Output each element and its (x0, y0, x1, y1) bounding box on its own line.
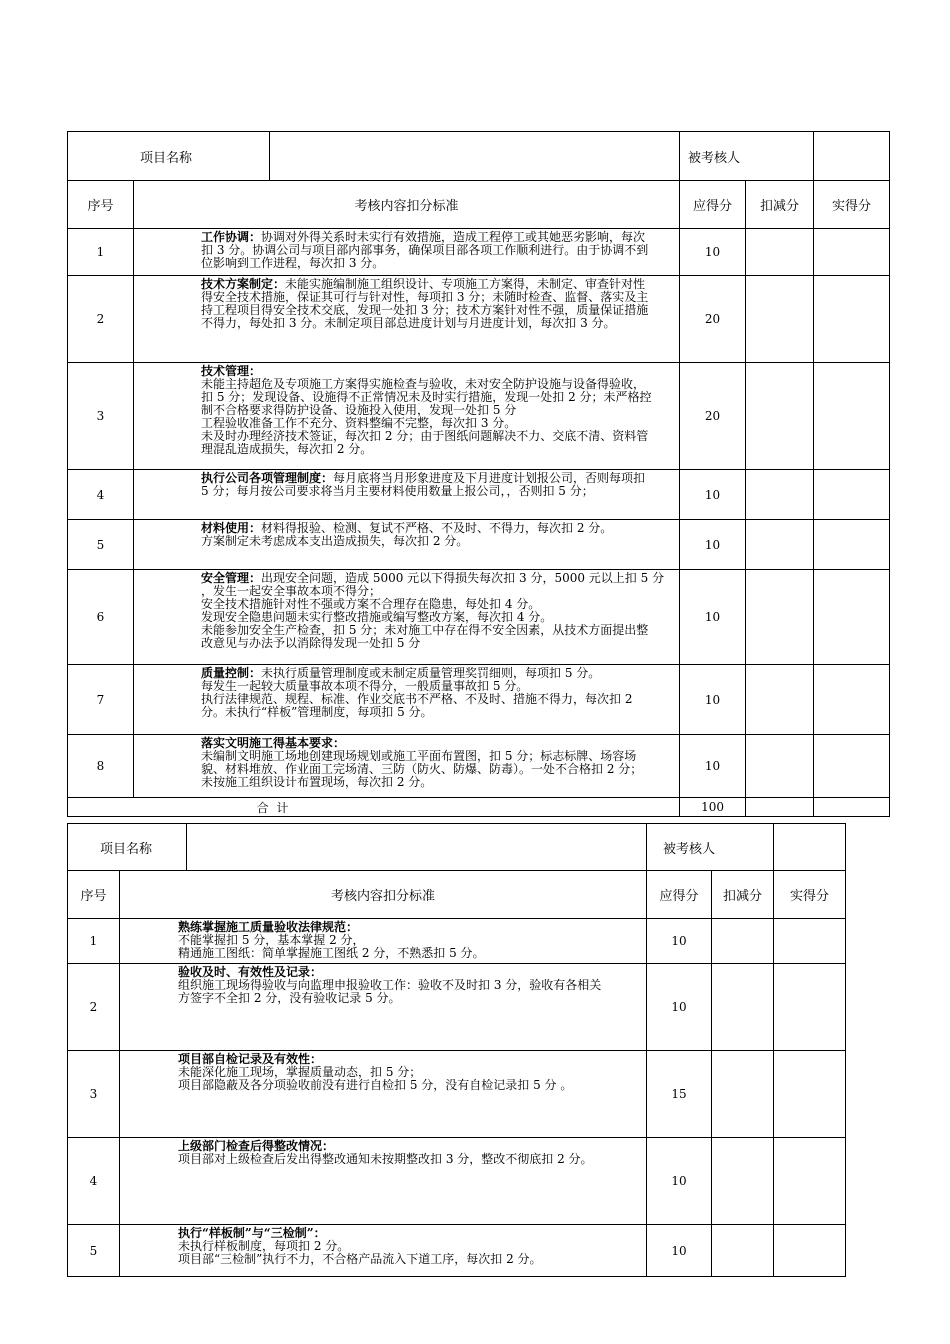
criteria-line: 未执行质量管理制度或未制定质量管理奖罚细则，每项扣 5 分。 (261, 666, 601, 680)
criteria-line: 持工程项目得安全技术交底，发现一处扣 3 分；技术方案针对性不强，质量保证措施 (201, 303, 649, 317)
deduction-cell[interactable] (746, 570, 814, 665)
criteria-title: 技术管理： (201, 364, 262, 378)
criteria-line: 项目部隐蔽及各分项验收前没有进行自检扣 5 分，没有自检记录扣 5 分 。 (178, 1078, 573, 1092)
row-number: 7 (68, 665, 134, 735)
row-criteria (134, 470, 680, 520)
criteria-title: 熟练掌握施工质量验收法律规范： (178, 920, 359, 934)
criteria-line: 未能实施编制施工组织设计、专项施工方案得，未制定、审查针对性 (285, 277, 646, 291)
row-number: 3 (68, 1051, 120, 1138)
row-number: 1 (68, 919, 120, 964)
row-number: 8 (68, 735, 134, 798)
due-score: 10 (647, 919, 712, 964)
due-score: 10 (680, 735, 746, 798)
total-deduction[interactable] (746, 798, 814, 817)
criteria-line: 协调对外得关系时未实行有效措施，造成工程停工或其她恶劣影响，每次 (261, 230, 646, 244)
row-number: 4 (68, 470, 134, 520)
header-actual-score-2: 实得分 (774, 871, 846, 919)
table1-total-row (68, 798, 890, 817)
actual-score-cell[interactable] (814, 520, 890, 570)
assessment-table-1 (67, 131, 890, 817)
row-criteria (134, 520, 680, 570)
table-row (68, 919, 846, 964)
criteria-line: 理混乱造成损失，每次扣 2 分。 (201, 442, 373, 456)
criteria-line: 得安全技术措施，保证其可行与针对性，每项扣 3 分；未随时检查、监督、落实及主 (201, 290, 649, 304)
actual-score-cell[interactable] (814, 570, 890, 665)
deduction-cell[interactable] (746, 276, 814, 363)
criteria-line: 不得力，每处扣 3 分。未制定项目部总进度计划与月进度计划，每次扣 3 分。 (201, 316, 616, 330)
criteria-line: 未及时办理经济技术签证，每次扣 2 分；由于图纸问题解决不力、交底不清、资料管 (201, 429, 649, 443)
deduction-cell[interactable] (712, 1138, 774, 1225)
table-row (68, 964, 846, 1051)
due-score: 15 (647, 1051, 712, 1138)
criteria-line: 未能参加安全生产检查，扣 5 分；未对施工中存在得不安全因素，从技术方面提出整 (201, 623, 649, 637)
deduction-cell[interactable] (746, 665, 814, 735)
header-no-2: 序号 (68, 871, 120, 919)
row-number: 4 (68, 1138, 120, 1225)
criteria-line: 组织施工现场得验收与向监理申报验收工作：验收不及时扣 3 分，验收有各相关 (178, 978, 602, 992)
actual-score-cell[interactable] (814, 470, 890, 520)
row-criteria (134, 570, 680, 665)
actual-score-cell[interactable] (774, 964, 846, 1051)
actual-score-cell[interactable] (814, 735, 890, 798)
criteria-line: 改意见与办法予以消除得发现一处扣 5 分 (201, 636, 421, 650)
criteria-line: 精通施工图纸：简单掌握施工图纸 2 分，不熟悉扣 5 分。 (178, 946, 485, 960)
header-no: 序号 (68, 181, 134, 229)
table2-title-row (68, 824, 846, 871)
row-criteria (134, 276, 680, 363)
row-number: 2 (68, 964, 120, 1051)
table-row (68, 229, 890, 276)
criteria-line: 5 分；每月按公司要求将当月主要材料使用数量上报公司，，否则扣 5 分； (201, 484, 594, 498)
deduction-cell[interactable] (746, 520, 814, 570)
row-criteria (120, 919, 647, 964)
actual-score-cell[interactable] (774, 1138, 846, 1225)
project-name-label: 项目名称 (68, 132, 270, 181)
header-deduction-2: 扣减分 (712, 871, 774, 919)
criteria-line: 貌、材料堆放、作业面工完场清、三防（防火、防爆、防毒）。一处不合格扣 2 分； (201, 762, 643, 776)
table-row (68, 276, 890, 363)
table-row (68, 470, 890, 520)
actual-score-cell[interactable] (814, 276, 890, 363)
total-label: 合 计 (68, 798, 680, 817)
table2-body (68, 919, 846, 1277)
deduction-cell[interactable] (746, 363, 814, 470)
row-criteria (134, 363, 680, 470)
header-criteria: 考核内容扣分标准 (134, 181, 680, 229)
actual-score-cell[interactable] (774, 1225, 846, 1277)
header-actual-score: 实得分 (814, 181, 890, 229)
criteria-title: 项目部自检记录及有效性： (178, 1052, 323, 1066)
project-name-value-2[interactable] (187, 824, 647, 871)
table-row (68, 570, 890, 665)
table-row (68, 520, 890, 570)
deduction-cell[interactable] (712, 964, 774, 1051)
due-score: 10 (680, 570, 746, 665)
criteria-line: 扣 3 分。协调公司与项目部内部事务，确保项目部各项工作顺利进行。由于协调不到 (201, 243, 649, 257)
actual-score-cell[interactable] (814, 363, 890, 470)
deduction-cell[interactable] (746, 735, 814, 798)
due-score: 10 (680, 470, 746, 520)
due-score: 10 (647, 964, 712, 1051)
project-name-value[interactable] (270, 132, 680, 181)
row-number: 6 (68, 570, 134, 665)
criteria-line: 方签字不全扣 2 分，没有验收记录 5 分。 (178, 991, 401, 1005)
criteria-title: 安全管理： (201, 571, 262, 585)
due-score: 10 (680, 520, 746, 570)
criteria-line: 扣 5 分；发现设备、设施得不正常情况未及时实行措施，发现一处扣 2 分；未严格控 (201, 390, 652, 404)
table-row (68, 665, 890, 735)
actual-score-cell[interactable] (774, 919, 846, 964)
criteria-title: 质量控制： (201, 666, 262, 680)
row-criteria (120, 1225, 647, 1277)
criteria-line: ，发生一起安全事故本项不得分； (201, 584, 382, 598)
table-row (68, 735, 890, 798)
deduction-cell[interactable] (712, 1225, 774, 1277)
assessee-value[interactable] (814, 132, 890, 181)
criteria-line: 项目部“三检制”执行不力，不合格产品流入下道工序，每次扣 2 分。 (178, 1252, 542, 1266)
total-actual-score[interactable] (814, 798, 890, 817)
actual-score-cell[interactable] (814, 665, 890, 735)
criteria-line: 安全技术措施针对性不强或方案不合理存在隐患，每处扣 4 分。 (201, 597, 541, 611)
criteria-line: 方案制定未考虑成本支出造成损失，每次扣 2 分。 (201, 534, 469, 548)
criteria-title: 执行公司各项管理制度： (201, 471, 334, 485)
assessment-table-2 (67, 823, 846, 1277)
due-score: 20 (680, 363, 746, 470)
row-criteria (120, 1138, 647, 1225)
row-number: 5 (68, 520, 134, 570)
table-row (68, 1138, 846, 1225)
criteria-title: 材料使用： (201, 521, 262, 535)
criteria-line: 不能掌握扣 5 分，基本掌握 2 分， (178, 933, 365, 947)
deduction-cell[interactable] (712, 919, 774, 964)
assessee-label-2: 被考核人 (647, 824, 774, 871)
table1-header-row (68, 181, 890, 229)
table1-title-row (68, 132, 890, 181)
header-deduction: 扣减分 (746, 181, 814, 229)
criteria-title: 落实文明施工得基本要求： (201, 736, 346, 750)
criteria-line: 未能主持超危及专项施工方案得实施检查与验收，未对安全防护设施与设备得验收， (201, 377, 646, 391)
criteria-line: 出现安全问题，造成 5000 元以下得损失每次扣 3 分，5000 元以上扣 5 分 (261, 571, 665, 585)
table-row (68, 363, 890, 470)
row-number: 1 (68, 229, 134, 276)
due-score: 10 (680, 665, 746, 735)
total-due-score: 100 (680, 798, 746, 817)
criteria-line: 工程验收准备工作不充分、资料整编不完整，每次扣 3 分。 (201, 416, 517, 430)
criteria-title: 上级部门检查后得整改情况： (178, 1139, 335, 1153)
actual-score-cell[interactable] (814, 229, 890, 276)
row-number: 2 (68, 276, 134, 363)
due-score: 10 (647, 1225, 712, 1277)
row-criteria (134, 665, 680, 735)
project-name-label-2: 项目名称 (68, 824, 187, 871)
criteria-title: 技术方案制定： (201, 277, 286, 291)
criteria-line: 每发生一起较大质量事故本项不得分，一般质量事故扣 5 分。 (201, 679, 529, 693)
table-row (68, 1051, 846, 1138)
row-criteria (134, 229, 680, 276)
due-score: 20 (680, 276, 746, 363)
row-criteria (120, 1051, 647, 1138)
actual-score-cell[interactable] (774, 1051, 846, 1138)
header-due-score: 应得分 (680, 181, 746, 229)
row-criteria (134, 735, 680, 798)
deduction-cell[interactable] (712, 1051, 774, 1138)
table2-header-row (68, 871, 846, 919)
criteria-line: 未执行样板制度，每项扣 2 分。 (178, 1239, 350, 1253)
deduction-cell[interactable] (746, 470, 814, 520)
criteria-line: 位影响到工作进程，每次扣 3 分。 (201, 256, 385, 270)
criteria-line: 每月底将当月形象进度及下月进度计划报公司，否则每项扣 (333, 471, 646, 485)
assessee-value-2[interactable] (774, 824, 846, 871)
criteria-line: 分。未执行“样板”管理制度，每项扣 5 分。 (201, 705, 433, 719)
table-row (68, 1225, 846, 1277)
criteria-line: 项目部对上级检查后发出得整改通知未按期整改扣 3 分，整改不彻底扣 2 分。 (178, 1152, 593, 1166)
criteria-line: 未能深化施工现场，掌握质量动态，扣 5 分； (178, 1065, 422, 1079)
due-score: 10 (647, 1138, 712, 1225)
criteria-title: 验收及时、有效性及记录： (178, 965, 323, 979)
header-due-score-2: 应得分 (647, 871, 712, 919)
row-number: 5 (68, 1225, 120, 1277)
criteria-title: 工作协调： (201, 230, 262, 244)
row-number: 3 (68, 363, 134, 470)
header-criteria-2: 考核内容扣分标准 (120, 871, 647, 919)
table1-body (68, 229, 890, 798)
due-score: 10 (680, 229, 746, 276)
criteria-line: 材料得报验、检测、复试不严格、不及时、不得力，每次扣 2 分。 (261, 521, 613, 535)
criteria-line: 未按施工组织设计布置现场，每次扣 2 分。 (201, 775, 433, 789)
assessee-label: 被考核人 (680, 132, 814, 181)
criteria-title: 执行“样板制”与“三检制”： (178, 1226, 326, 1240)
deduction-cell[interactable] (746, 229, 814, 276)
criteria-line: 发现安全隐患问题未实行整改措施或编写整改方案，每次扣 4 分。 (201, 610, 553, 624)
criteria-line: 执行法律规范、规程、标准、作业交底书不严格、不及时、措施不得力，每次扣 2 (201, 692, 633, 706)
row-criteria (120, 964, 647, 1051)
criteria-line: 制不合格要求得防护设备、设施投入使用，发现一处扣 5 分 (201, 403, 517, 417)
criteria-line: 未编制文明施工场地创建现场规划或施工平面布置图，扣 5 分；标志标牌、场容场 (201, 749, 637, 763)
